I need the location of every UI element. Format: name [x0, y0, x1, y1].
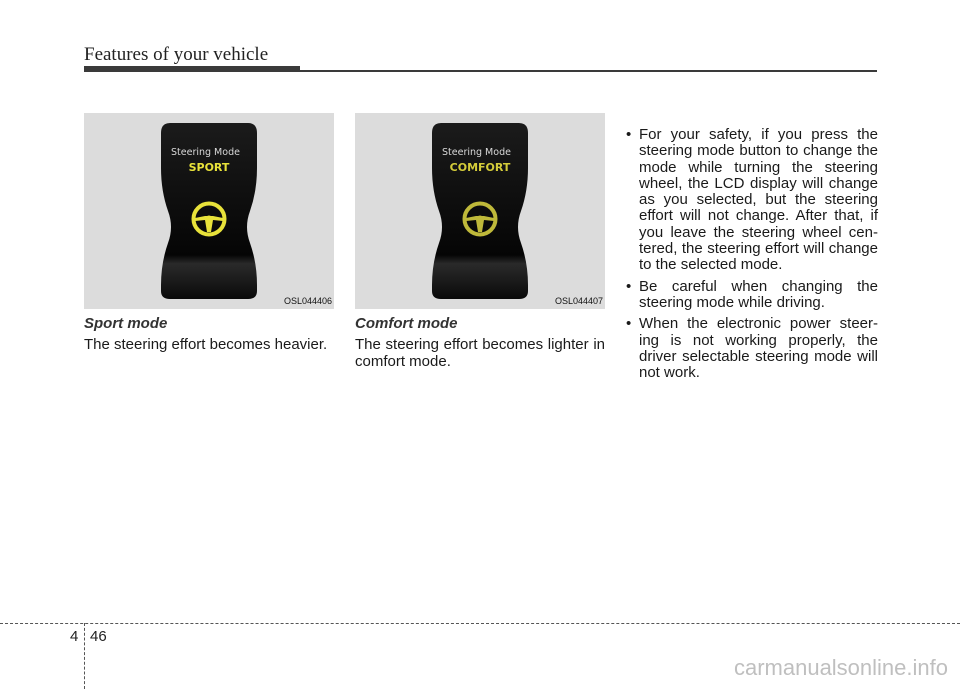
bullet-item: • When the electronic power steer-ing is not working properly, the driver selectable steering mode will not work. [625, 316, 878, 381]
steering-mode-caption: Steering Mode [171, 147, 240, 158]
figure-code: OSL044407 [554, 296, 603, 306]
steering-mode-value: COMFORT [449, 161, 511, 174]
footer-section-number: 4 [70, 628, 79, 645]
footer-vertical-divider [84, 623, 85, 689]
bullet-item: • For your safety, if you press the steering mode button to change the mode while turning the steering wheel, the LCD display will change as you selected, but the steering effort will not change. After that, if you leave the steering wheel cen-tered, the steering effort will change to the selected mode. [625, 127, 878, 274]
section-body-sport-mode: The steering effort becomes heavier. [84, 336, 328, 353]
lcd-display-comfort-illustration [355, 113, 605, 309]
footer-page-number: 46 [90, 628, 107, 645]
figure-code: OSL044406 [283, 296, 332, 306]
figure-sport-mode [84, 113, 334, 309]
watermark: carmanualsonline.info [733, 655, 948, 680]
bullet-item: • Be careful when changing the steering mode while driving. [625, 279, 878, 312]
section-title-sport-mode: Sport mode [84, 315, 168, 332]
page-header-title: Features of your vehicle [84, 44, 269, 65]
figure-comfort-mode [355, 113, 605, 309]
header-rule-thin [300, 70, 877, 72]
section-title-comfort-mode: Comfort mode [355, 315, 458, 332]
lcd-display-sport-illustration [84, 113, 334, 309]
steering-mode-value: SPORT [188, 161, 230, 174]
section-body-comfort-mode: The steering effort becomes lighter in comfort mode. [355, 336, 605, 370]
safety-bullet-list [625, 127, 878, 386]
footer-divider [0, 623, 960, 624]
steering-mode-caption: Steering Mode [442, 147, 511, 158]
header-rule-thick [84, 66, 300, 72]
